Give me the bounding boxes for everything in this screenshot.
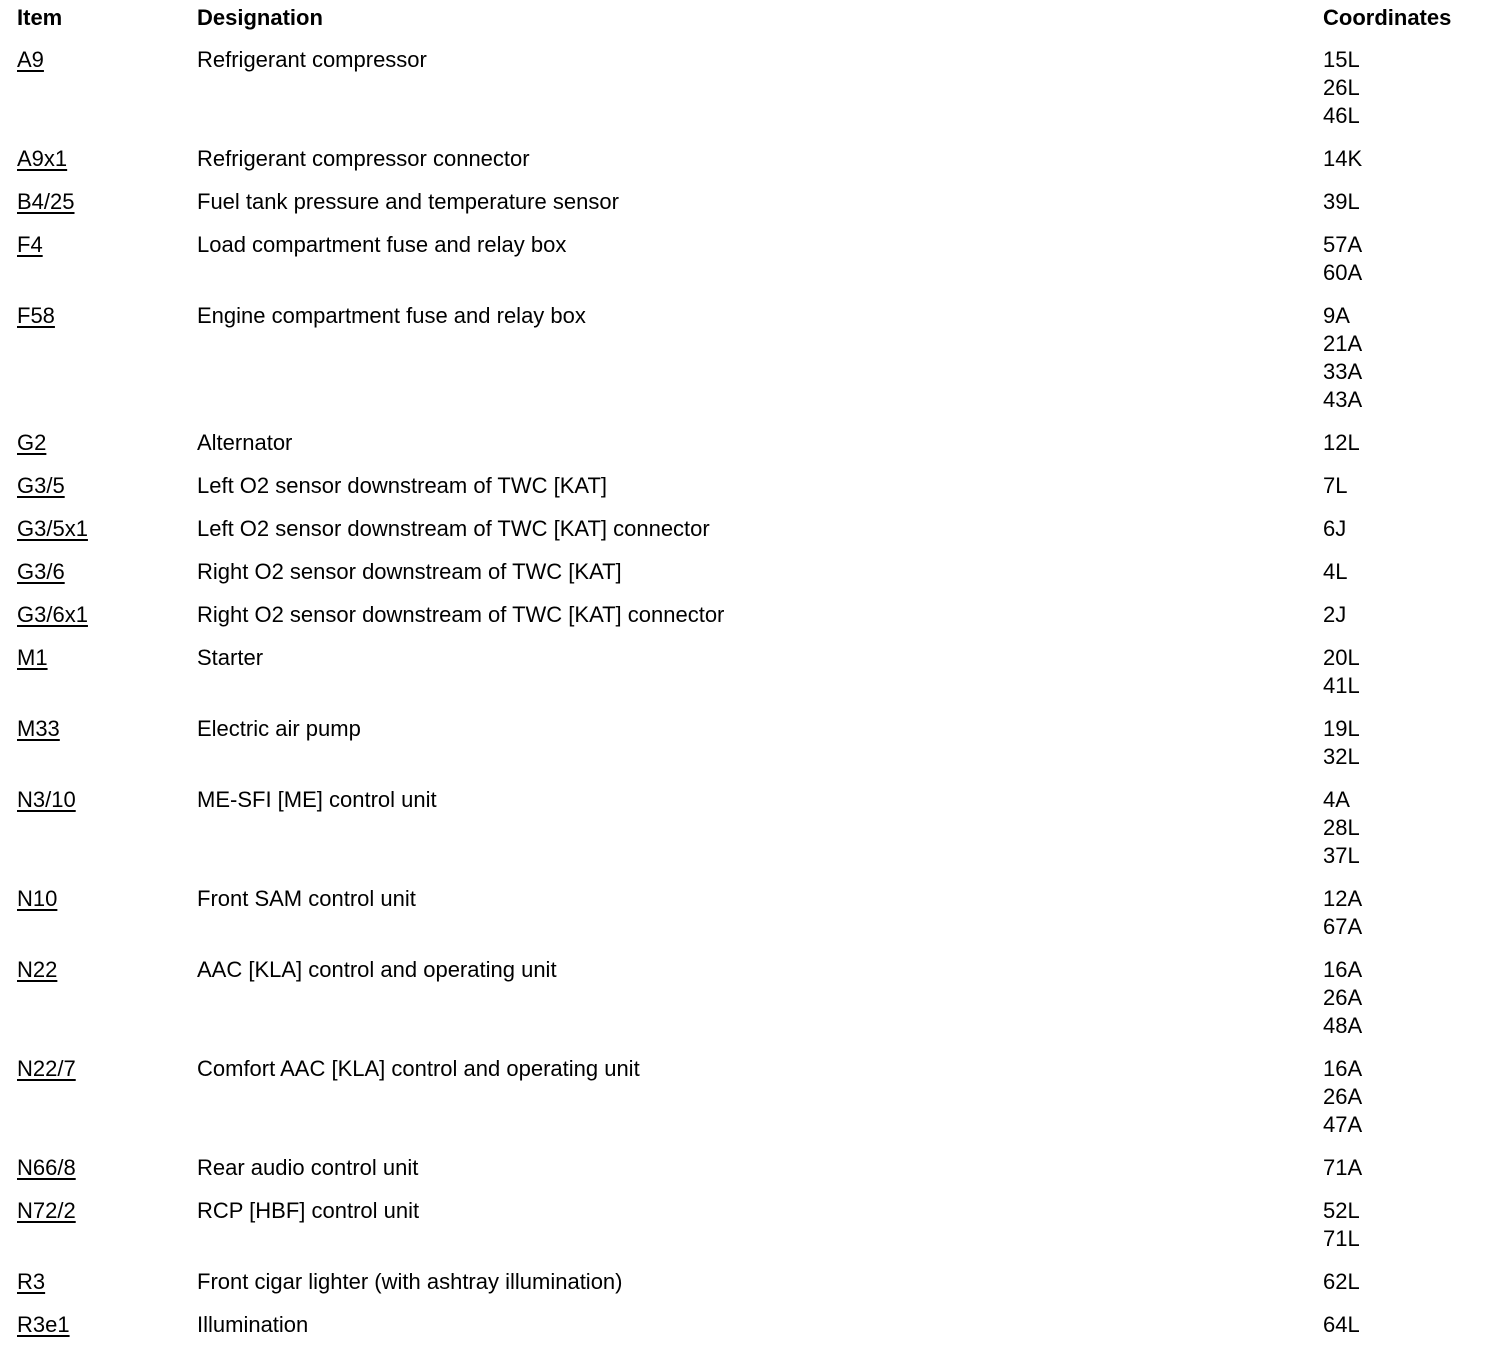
coordinate-value: 62L [1323,1269,1360,1294]
item-link[interactable]: G3/6x1 [17,602,88,627]
table-row [0,1197,1504,1268]
coordinate-value: 28L [1323,815,1360,840]
designation-text: Right O2 sensor downstream of TWC [KAT] [197,559,622,584]
table-row [0,1311,1504,1354]
designation-text: Front SAM control unit [197,886,416,911]
table-row [0,715,1504,786]
item-link[interactable]: N22/7 [17,1056,76,1081]
item-link[interactable]: A9 [17,47,44,72]
table-row [0,1154,1504,1197]
coordinates-cell [1323,956,1504,1040]
designation-text: Rear audio control unit [197,1155,419,1180]
coordinates-cell [1323,558,1504,586]
designation-text: Illumination [197,1312,309,1337]
coordinate-value: 26L [1323,75,1360,100]
coordinate-value: 71A [1323,1155,1363,1180]
item-link[interactable]: N3/10 [17,787,76,812]
coordinates-cell [1323,429,1504,457]
coordinate-value: 64L [1323,1312,1360,1337]
table-row [0,601,1504,644]
coordinate-value: 43A [1323,387,1363,412]
designation-text: Alternator [197,430,293,455]
coordinate-value: 21A [1323,331,1363,356]
coordinates-cell [1323,601,1504,629]
designation-text: Electric air pump [197,716,361,741]
designation-text: AAC [KLA] control and operating unit [197,957,557,982]
item-link[interactable]: R3e1 [17,1312,70,1337]
coordinate-value: 15L [1323,47,1360,72]
coordinates-cell [1323,231,1504,287]
designation-text: Right O2 sensor downstream of TWC [KAT] connector [197,602,725,627]
table-row [0,1055,1504,1154]
coordinate-value: 19L [1323,716,1360,741]
coordinate-value: 39L [1323,189,1360,214]
coordinate-value: 4L [1323,559,1348,584]
coordinates-cell [1323,1197,1504,1253]
designation-text: Left O2 sensor downstream of TWC [KAT] [197,473,607,498]
table-row [0,1268,1504,1311]
item-link[interactable]: M33 [17,716,60,741]
item-link[interactable]: G3/6 [17,559,65,584]
table-row [0,644,1504,715]
coordinates-cell [1323,786,1504,870]
table-row [0,558,1504,601]
table-header [0,3,1504,33]
coordinate-value: 16A [1323,957,1363,982]
coordinate-value: 57A [1323,232,1363,257]
column-header-coordinates: Coordinates [1323,5,1452,30]
coordinate-value: 7L [1323,473,1348,498]
designation-text: Front cigar lighter (with ashtray illumination) [197,1269,623,1294]
coordinates-cell [1323,302,1504,414]
item-link[interactable]: M1 [17,645,48,670]
item-link[interactable]: G2 [17,430,47,455]
coordinate-value: 16A [1323,1056,1363,1081]
coordinate-value: 12L [1323,430,1360,455]
item-link[interactable]: F4 [17,232,43,257]
coordinate-value: 46L [1323,103,1360,128]
designation-text: Engine compartment fuse and relay box [197,303,586,328]
coordinates-cell [1323,715,1504,771]
designation-text: Starter [197,645,264,670]
table-row [0,515,1504,558]
coordinate-value: 2J [1323,602,1347,627]
coordinates-cell [1323,188,1504,216]
item-link[interactable]: G3/5x1 [17,516,88,541]
coordinate-value: 48A [1323,1013,1363,1038]
coordinate-value: 14K [1323,146,1363,171]
table-row [0,786,1504,885]
designation-text: ME-SFI [ME] control unit [197,787,437,812]
item-link[interactable]: N10 [17,886,58,911]
item-link[interactable]: N66/8 [17,1155,76,1180]
coordinate-value: 71L [1323,1226,1360,1251]
item-link[interactable]: G3/5 [17,473,65,498]
table-row [0,145,1504,188]
item-link[interactable]: F58 [17,303,55,328]
table-row [0,472,1504,515]
coordinates-cell [1323,1268,1504,1296]
coordinate-value: 60A [1323,260,1363,285]
coordinate-value: 9A [1323,303,1350,328]
coordinate-value: 37L [1323,843,1360,868]
coordinate-value: 26A [1323,1084,1363,1109]
column-header-item: Item [17,5,63,30]
coordinate-value: 32L [1323,744,1360,769]
item-link[interactable]: R3 [17,1269,46,1294]
coordinate-value: 20L [1323,645,1360,670]
table-row [0,302,1504,429]
coordinate-value: 26A [1323,985,1363,1010]
coordinates-cell [1323,472,1504,500]
coordinates-cell [1323,46,1504,130]
designation-text: RCP [HBF] control unit [197,1198,420,1223]
designation-text: Comfort AAC [KLA] control and operating unit [197,1056,640,1081]
coordinates-cell [1323,145,1504,173]
table-row [0,188,1504,231]
coordinates-cell [1323,1154,1504,1182]
designation-text: Load compartment fuse and relay box [197,232,567,257]
table-row [0,231,1504,302]
coordinate-value: 47A [1323,1112,1363,1137]
designation-text: Refrigerant compressor [197,47,427,72]
item-link[interactable]: A9x1 [17,146,68,171]
coordinate-value: 41L [1323,673,1360,698]
designation-text: Fuel tank pressure and temperature sensor [197,189,619,214]
coordinate-value: 6J [1323,516,1347,541]
coordinates-cell [1323,885,1504,941]
table-row [0,429,1504,472]
item-link[interactable]: N72/2 [17,1198,76,1223]
coordinates-cell [1323,644,1504,700]
coordinate-value: 33A [1323,359,1363,384]
item-link[interactable]: B4/25 [17,189,75,214]
component-table-body [0,46,1504,1354]
coordinate-value: 12A [1323,886,1363,911]
designation-text: Refrigerant compressor connector [197,146,530,171]
coordinates-cell [1323,515,1504,543]
table-row [0,956,1504,1055]
coordinate-value: 67A [1323,914,1363,939]
coordinate-value: 52L [1323,1198,1360,1223]
table-row [0,885,1504,956]
item-link[interactable]: N22 [17,957,58,982]
coordinates-cell [1323,1311,1504,1339]
column-header-designation: Designation [197,5,323,30]
coordinates-cell [1323,1055,1504,1139]
table-row [0,46,1504,145]
designation-text: Left O2 sensor downstream of TWC [KAT] connector [197,516,710,541]
coordinate-value: 4A [1323,787,1350,812]
